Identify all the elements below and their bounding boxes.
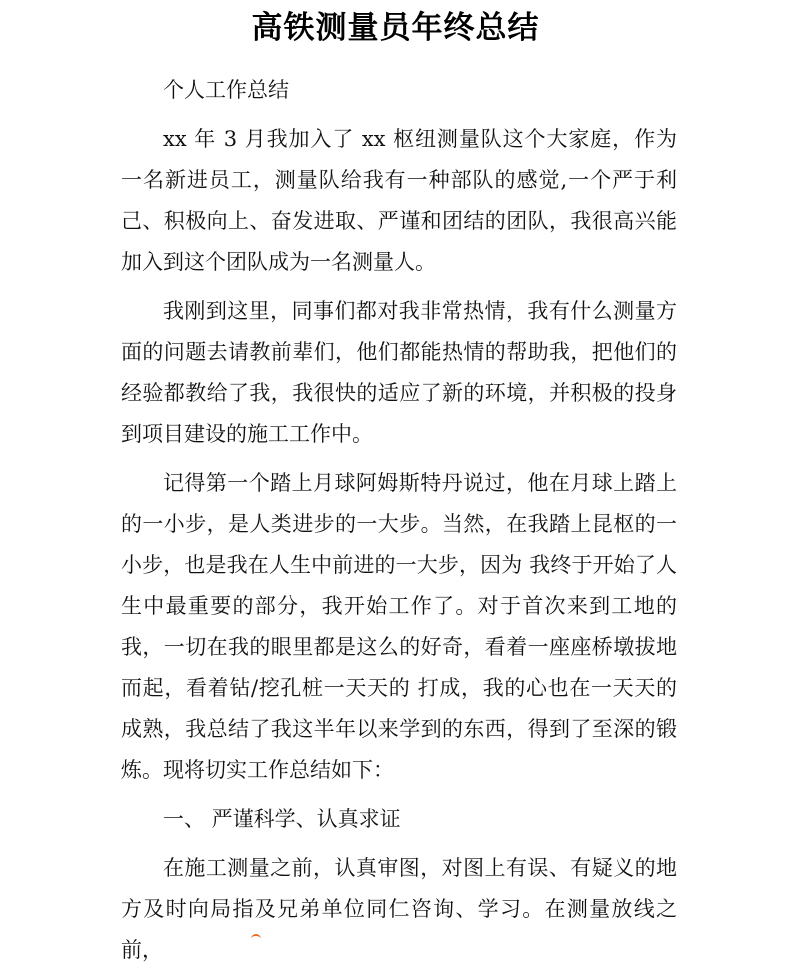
section-heading-personal-summary: 个人工作总结 xyxy=(163,78,289,102)
document-title: 高铁测量员年终总结 xyxy=(251,10,540,46)
paragraph-joining-team: xx 年 3 月我加入了 xx 枢纽测量队这个大家庭，作为一名新进员工，测量队给我有一种部队的感觉,一个严于利己、积极向上、奋发进取、严谨和团结的团队，我很高兴能加入到这个团队成为一名测量人。 xyxy=(121,127,677,274)
section-heading-rigorous-science: 一、 严谨科学、认真求证 xyxy=(163,807,401,831)
document-body xyxy=(121,70,677,979)
paragraph-first-step: 记得第一个踏上月球阿姆斯特丹说过，他在月球上踏上的一小步，是人类进步的一大步。当然，在我踏上昆枢的一小步，也是我在人生中前进的一大步，因为 我终于开始了人生中最重要的部分，我开始工作了。对于首次来到工地的我，一切在我的眼里都是这么的好奇，看着一座座桥墩拔地而起，看着钻/挖孔桩一天天的 打成，我的心也在一天天的成熟，我总结了我这半年以来学到的东西，得到了至深的锻炼。现将切实工作总结如下： xyxy=(121,471,677,782)
paragraph-before-survey: 在施工测量之前，认真审图，对图上有误、有疑义的地方及时向局指及兄弟单位同仁咨询、学习。在测量放线之前， xyxy=(121,856,677,962)
page-edge-mark xyxy=(251,934,261,940)
paragraph-colleagues-help: 我刚到这里，同事们都对我非常热情，我有什么测量方面的问题去请教前辈们，他们都能热情的帮助我，把他们的经验都教给了我，我很快的适应了新的环境，并积极的投身到项目建设的施工工作中。 xyxy=(121,299,677,446)
